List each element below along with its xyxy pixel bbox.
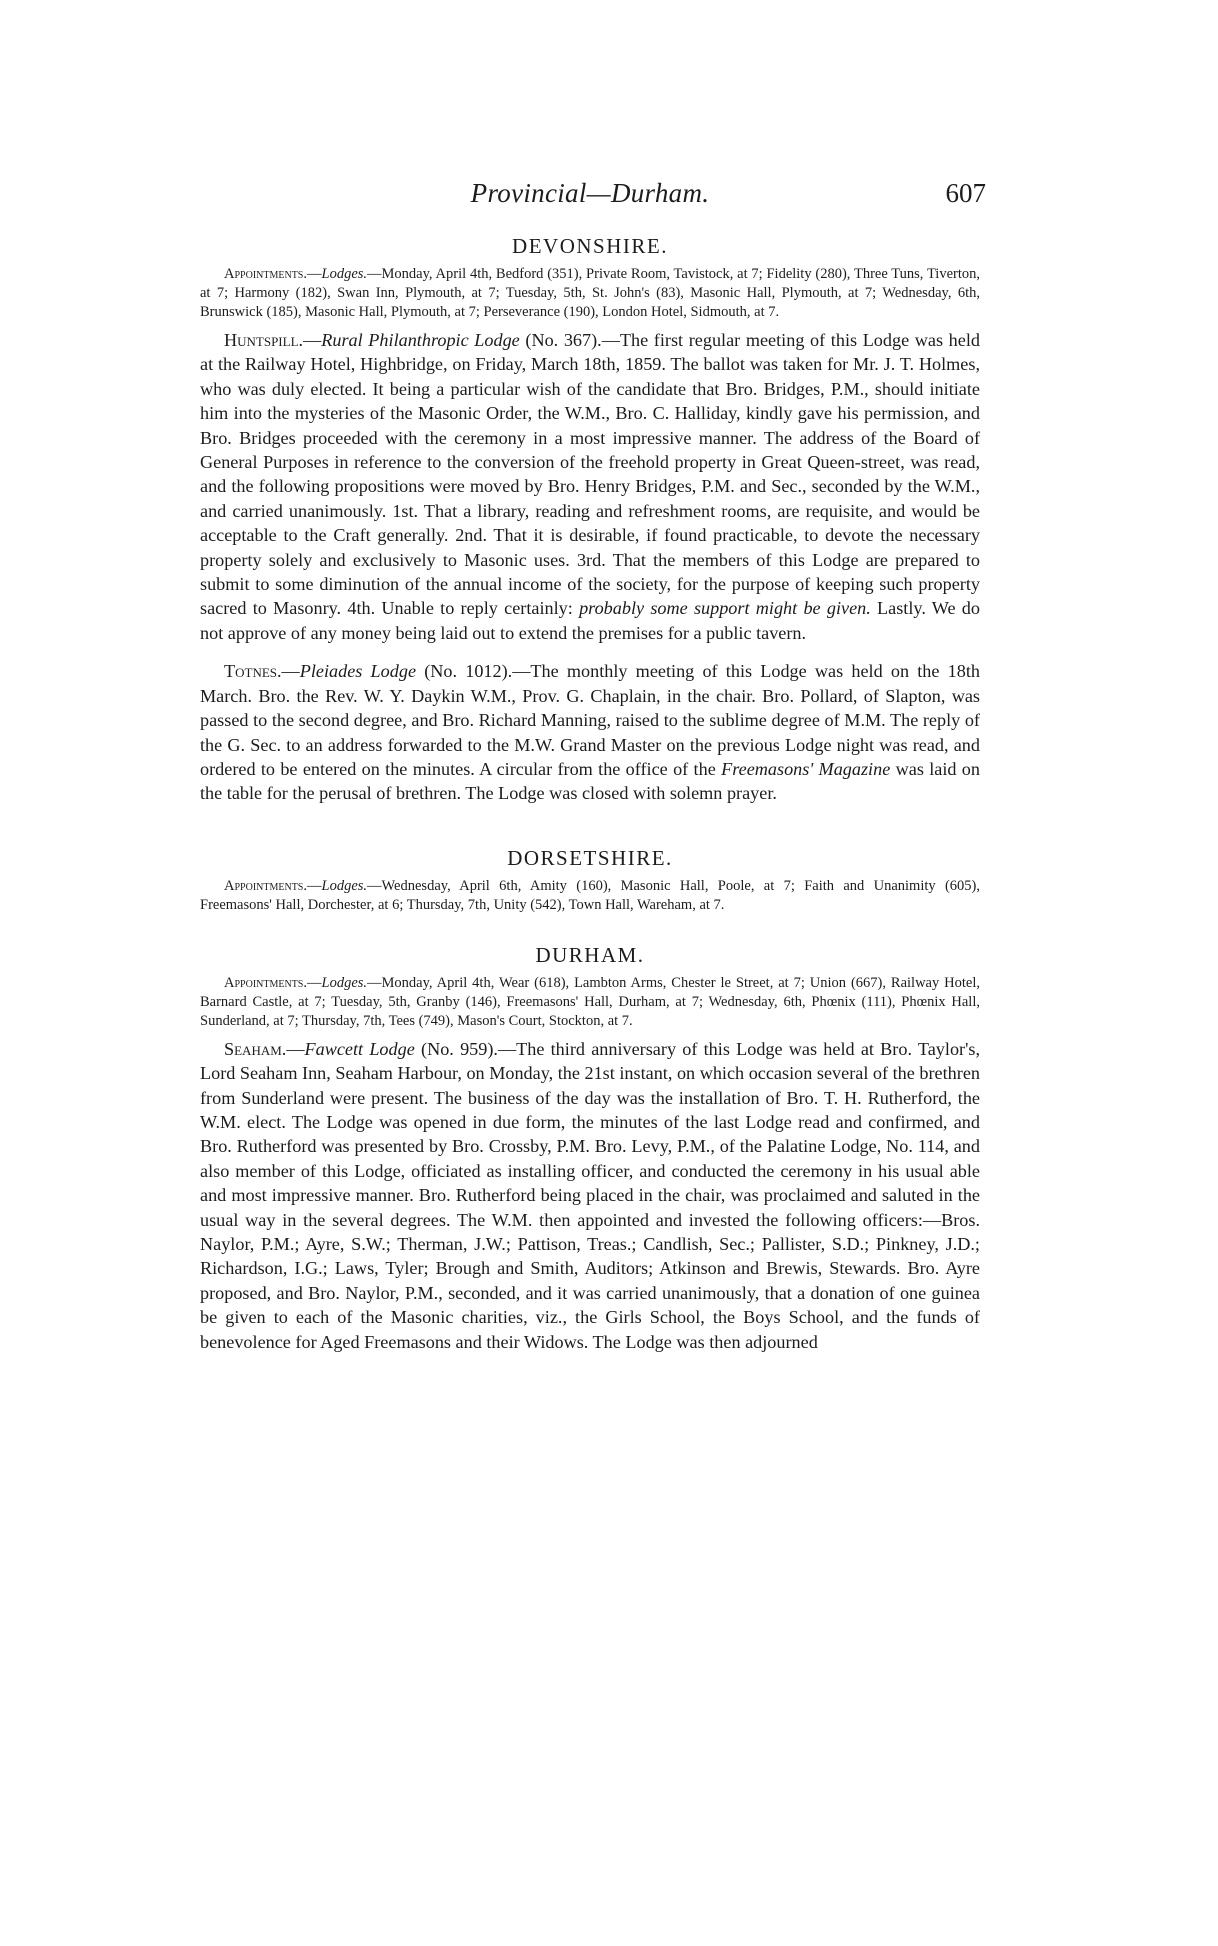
report-lodge-name: Rural Philanthropic Lodge bbox=[321, 330, 520, 350]
durham-appointments: Appointments.—Lodges.—Monday, April 4th, Wear (618), Lambton Arms, Chester le Street, at 7; Union (667), Railway Hotel, Barnard Castle, at 7; Tuesday, 5th, Granby (146), Freemasons' Hall, Durham, at 7; Wednesday, 6th, Phœnix (111), Phœnix Hall, Sunderland, at 7; Thursday, 7th, Tees (749), Mason's Court, Stockton, at 7. bbox=[200, 974, 980, 1029]
appointments-text: —Monday, April 4th, Bedford (351), Private Room, Tavistock, at 7; Fidelity (280), Three Tuns, Tiverton, at 7; Harmony (182), Swan Inn, Plymouth, at 7; Tuesday, 5th, St. John's (83), Masonic Hall, Plymouth, at 7; Wednesday, 6th, Brunswick (185), Masonic Hall, Plymouth, at 7; Perseverance (190), London Hotel, Sidmouth, at 7. bbox=[200, 266, 980, 320]
appointments-text: —Monday, April 4th, Wear (618), Lambton Arms, Chester le Street, at 7; Union (667), Railway Hotel, Barnard Castle, at 7; Tuesday, 5th, Granby (146), Freemasons' Hall, Durham, at 7; Wednesday, 6th, Phœnix (111), Phœnix Hall, Sunderland, at 7; Thursday, 7th, Tees (749), Mason's Court, Stockton, at 7. bbox=[200, 974, 980, 1029]
appointments-label: Appointments. bbox=[224, 974, 307, 991]
report-place: Seaham. bbox=[224, 1038, 287, 1059]
report-place: Huntspill. bbox=[224, 330, 304, 350]
huntspill-report: Huntspill.—Rural Philanthropic Lodge (No. 367).—The first regular meeting of this Lodge was held at the Railway Hotel, Highbridge, on Friday, March 18th, 1859. The ballot was taken for Mr. J. T. Holmes, who was duly elected. It being a particular wish of the candidate that Bro. Bridges, P.M., should initiate him into the mysteries of the Masonic Order, the W.M., Bro. C. Halliday, kindly gave his permission, and Bro. Bridges proceeded with the ceremony in a most impressive manner. The address of the Board of General Purposes in reference to the conversion of the freehold property in Great Queen-street, was read, and the following propositions were moved by Bro. Henry Bridges, P.M. and Sec., seconded by the W.M., and carried unanimously. 1st. That a library, reading and refreshment rooms, are requisite, and would be acceptable to the Craft generally. 2nd. That it is desirable, if found practicable, to devote the necessary property solely and exclusively to Masonic uses. 3rd. That the members of this Lodge are prepared to submit to some diminution of the annual income of the society, for the purpose of keeping such property sacred to Masonry. 4th. Unable to reply certainly: probably some support might be given. Lastly. We do not approve of any money being laid out to extend the premises for a public tavern. bbox=[200, 330, 980, 643]
report-text: (No. 959).—The third anniversary of this Lodge was held at Bro. Taylor's, Lord Seaham Inn, Seaham Harbour, on Monday, the 21st instant, on which occasion several of the brethren from Sunderland were present. The business of the day was the installation of Bro. T. H. Rutherford, the W.M. elect. The Lodge was opened in due form, the minutes of the last Lodge read and confirmed, and Bro. Rutherford was presented by Bro. Crossby, P.M. Bro. Levy, P.M., of the Palatine Lodge, No. 114, and also member of this Lodge, officiated as installing officer, and conducted the ceremony in his usual able and most impressive manner. Bro. Rutherford being placed in the chair, was proclaimed and saluted in the usual way in the several degrees. The W.M. then appointed and invested the following officers:—Bros. Naylor, P.M.; Ayre, S.W.; Therman, J.W.; Pattison, Treas.; Candlish, Sec.; Pallister, S.D.; Pinkney, J.D.; Richardson, I.G.; Laws, Tyler; Brough and Smith, Auditors; Atkinson and Brewis, Stewards. Bro. Ayre proposed, and Bro. Naylor, P.M., seconded, and it was carried unanimously, that a donation of one guinea be given to each of the Masonic charities, viz., the Girls School, the Boys School, and the funds of benevolence for Aged Freemasons and their Widows. The Lodge was then adjourned bbox=[200, 1038, 980, 1352]
magazine-title: Freemasons' Magazine bbox=[721, 758, 891, 779]
appointments-label: Appointments. bbox=[224, 266, 307, 282]
report-lodge-name: Fawcett Lodge bbox=[304, 1038, 415, 1059]
report-text-end: was laid on the table for the perusal of brethren. The Lodge was closed with solemn prayer. bbox=[200, 758, 980, 804]
section-heading-devonshire: DEVONSHIRE. bbox=[512, 234, 668, 258]
devonshire-appointments: Appointments.—Lodges.—Monday, April 4th, Bedford (351), Private Room, Tavistock, at 7; Fidelity (280), Three Tuns, Tiverton, at 7; Harmony (182), Swan Inn, Plymouth, at 7; Tuesday, 5th, St. John's (83), Masonic Hall, Plymouth, at 7; Wednesday, 6th, Brunswick (185), Masonic Hall, Plymouth, at 7; Perseverance (190), London Hotel, Sidmouth, at 7. bbox=[200, 266, 980, 320]
lodges-label: Lodges. bbox=[321, 266, 368, 282]
report-italic-text: probably some support might be given. bbox=[579, 598, 871, 619]
section-heading-dorsetshire: DORSETSHIRE. bbox=[507, 845, 673, 870]
report-lodge-name: Pleiades Lodge bbox=[299, 661, 417, 682]
running-title: Provincial—Durham. bbox=[470, 178, 710, 208]
appointments-text: —Wednesday, April 6th, Amity (160), Masonic Hall, Poole, at 7; Faith and Unanimity (605), Freemasons' Hall, Dorchester, at 6; Thursday, 7th, Unity (542), Town Hall, Wareham, at 7. bbox=[200, 877, 980, 913]
report-place: Totnes. bbox=[224, 661, 282, 682]
appointments-label: Appointments. bbox=[224, 877, 307, 894]
report-text-end: Lastly. We do not approve of any money being laid out to extend the premises for a public tavern. bbox=[200, 598, 980, 643]
report-text: (No. 1012).—The monthly meeting of this Lodge was held on the 18th March. Bro. the Rev. W. Y. Daykin W.M., Prov. G. Chaplain, in the chair. Bro. Pollard, of Slapton, was passed to the second degree, and Bro. Richard Manning, raised to the sublime degree of M.M. The reply of the G. Sec. to an address forwarded to the M.W. Grand Master on the previous Lodge night was read, and ordered to be entered on the minutes. A circular from the office of the bbox=[200, 661, 980, 779]
running-head bbox=[200, 178, 986, 234]
seaham-report: Seaham.—Fawcett Lodge (No. 959).—The third anniversary of this Lodge was held at Bro. Taylor's, Lord Seaham Inn, Seaham Harbour, on Monday, the 21st instant, on which occasion several of the brethren from Sunderland were present. The business of the day was the installation of Bro. T. H. Rutherford, the W.M. elect. The Lodge was opened in due form, the minutes of the last Lodge read and confirmed, and Bro. Rutherford was presented by Bro. Crossby, P.M. Bro. Levy, P.M., of the Palatine Lodge, No. 114, and also member of this Lodge, officiated as installing officer, and conducted the ceremony in his usual able and most impressive manner. Bro. Rutherford being placed in the chair, was proclaimed and saluted in the usual way in the several degrees. The W.M. then appointed and invested the following officers:—Bros. Naylor, P.M.; Ayre, S.W.; Therman, J.W.; Pattison, Treas.; Candlish, Sec.; Pallister, S.D.; Pinkney, J.D.; Richardson, I.G.; Laws, Tyler; Brough and Smith, Auditors; Atkinson and Brewis, Stewards. Bro. Ayre proposed, and Bro. Naylor, P.M., seconded, and it was carried unanimously, that a donation of one guinea be given to each of the Masonic charities, viz., the Girls School, the Boys School, and the funds of benevolence for Aged Freemasons and their Widows. The Lodge was then adjourned bbox=[200, 1038, 980, 1352]
dorsetshire-appointments: Appointments.—Lodges.—Wednesday, April 6th, Amity (160), Masonic Hall, Poole, at 7; Faith and Unanimity (605), Freemasons' Hall, Dorchester, at 6; Thursday, 7th, Unity (542), Town Hall, Wareham, at 7. bbox=[200, 877, 980, 913]
report-text: (No. 367).—The first regular meeting of this Lodge was held at the Railway Hotel, Highbridge, on Friday, March 18th, 1859. The ballot was taken for Mr. J. T. Holmes, who was duly elected. It being a particular wish of the candidate that Bro. Bridges, P.M., should initiate him into the mysteries of the Masonic Order, the W.M., Bro. C. Halliday, kindly gave his permission, and Bro. Bridges proceeded with the ceremony in a most impressive manner. The address of the Board of General Purposes in reference to the conversion of the freehold property in Great Queen-street, was read, and the following propositions were moved by Bro. Henry Bridges, P.M. and Sec., seconded by the W.M., and carried unanimously. 1st. That a library, reading and refreshment rooms, are requisite, and would be acceptable to the Craft generally. 2nd. That it is desirable, if found practicable, to devote the necessary property solely and exclusively to Masonic uses. 3rd. That the members of this Lodge are prepared to submit to some diminution of the annual income of the society, for the purpose of keeping such property sacred to Masonry. 4th. Unable to reply certainly: bbox=[200, 330, 980, 619]
totnes-report: Totnes.—Pleiades Lodge (No. 1012).—The monthly meeting of this Lodge was held on the 18th March. Bro. the Rev. W. Y. Daykin W.M., Prov. G. Chaplain, in the chair. Bro. Pollard, of Slapton, was passed to the second degree, and Bro. Richard Manning, raised to the sublime degree of M.M. The reply of the G. Sec. to an address forwarded to the M.W. Grand Master on the previous Lodge night was read, and ordered to be entered on the minutes. A circular from the office of the Freemasons' Magazine was laid on the table for the perusal of brethren. The Lodge was closed with solemn prayer. bbox=[200, 661, 980, 804]
page-number: 607 bbox=[945, 178, 986, 208]
lodges-label: Lodges. bbox=[321, 974, 368, 991]
section-heading-durham: DURHAM. bbox=[535, 942, 645, 967]
lodges-label: Lodges. bbox=[321, 877, 368, 894]
